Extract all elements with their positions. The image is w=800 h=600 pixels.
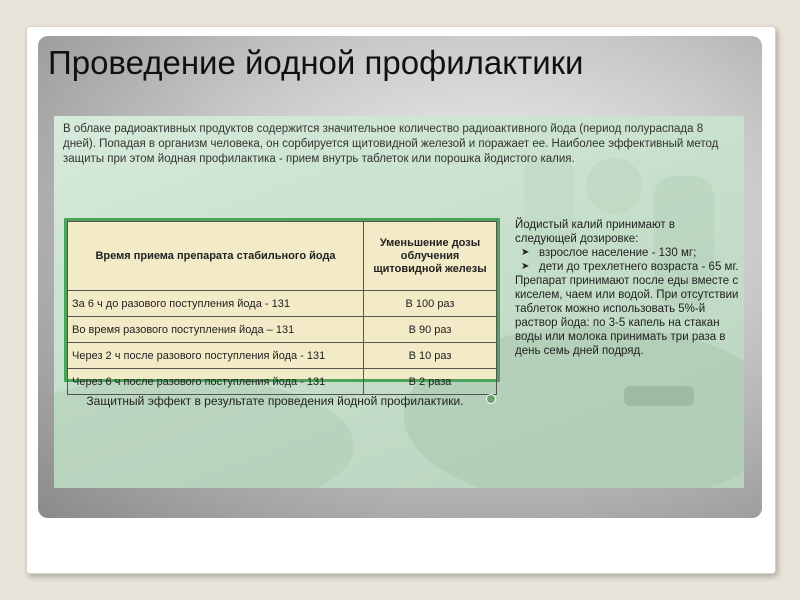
dose-adults: взрослое население - 130 мг; [539, 247, 697, 259]
table-row [68, 291, 497, 317]
cell-time: Через 2 ч после разового поступления йода - 131 [68, 343, 364, 369]
dose-children: дети до трехлетнего возраста - 65 мг. [539, 261, 739, 273]
header-time: Время приема препарата стабильного йода [68, 222, 364, 291]
list-item [515, 246, 739, 260]
intro-paragraph: В облаке радиоактивных продуктов содержится значительное количество радиоактивного йода (период полураспада 8 дней). Попадая в организм человека, он сорбируется щитовидной железой и поражает ее. Наиболее эффективный метод защиты при этом йодная профилактика - прием внутрь таблеток или порошка йодистого калия. [63, 123, 719, 165]
table-row [68, 343, 497, 369]
circle-bullet-icon [486, 394, 496, 404]
table-row [68, 369, 497, 395]
slide-title: Проведение йодной профилактики [48, 44, 584, 81]
cell-reduction: В 2 раза [364, 369, 497, 395]
cell-reduction: В 10 раз [364, 343, 497, 369]
table-caption: Защитный эффект в результате проведения йодной профилактики. [86, 394, 464, 408]
arrow-right-icon: ➤ [521, 247, 530, 258]
list-item [515, 260, 739, 274]
header-reduction: Уменьшение дозы облучения щитовидной железы [364, 222, 497, 291]
iodine-effect-table [64, 218, 500, 388]
cell-reduction: В 100 раз [364, 291, 497, 317]
dosage-list [515, 246, 739, 274]
table-header-row [68, 222, 497, 291]
arrow-right-icon: ➤ [521, 261, 530, 272]
content-image [54, 116, 744, 488]
table-row [68, 317, 497, 343]
dose-reduction-table [67, 221, 497, 395]
dosage-text [515, 218, 739, 358]
cell-time: За 6 ч до разового поступления йода - 131 [68, 291, 364, 317]
cell-time: Во время разового поступления йода – 131 [68, 317, 364, 343]
dosage-note: Препарат принимают после еды вместе с киселем, чаем или водой. При отсутствии таблеток можно использовать 5%-й раствор йода: по 3-5 капель на стакан воды или молока принимать три раза в день семь дней подряд. [515, 275, 739, 357]
cell-time: Через 6 ч после разового поступления йода - 131 [68, 369, 364, 395]
dosage-lead: Йодистый калий принимают в следующей дозировке: [515, 219, 675, 245]
cell-reduction: В 90 раз [364, 317, 497, 343]
